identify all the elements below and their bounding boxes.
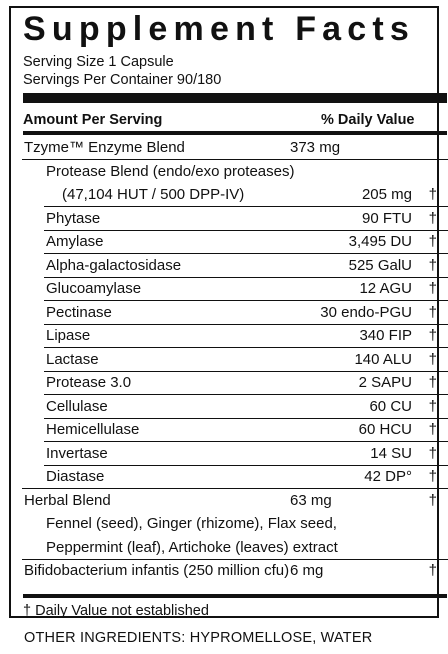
nutrient-amount: 90 FTU	[361, 209, 412, 227]
nutrient-name: Pectinase	[46, 303, 112, 321]
nutrient-name: Hemicellulase	[46, 421, 140, 438]
nutrient-amount: 525 GalU	[348, 256, 412, 274]
daily-value-dagger: †	[428, 209, 437, 227]
daily-value-dagger: †	[428, 233, 437, 250]
nutrient-name: Diastase	[46, 468, 105, 485]
daily-value-dagger: †	[428, 421, 437, 438]
other-ingredients: OTHER INGREDIENTS: HYPROMELLOSE, WATER	[24, 630, 373, 646]
daily-value-dagger: †	[428, 350, 437, 368]
nutrient-amount: 3,495 DU	[348, 233, 412, 250]
nutrient-amount: 2 SAPU	[358, 374, 412, 391]
nutrient-row	[22, 324, 448, 348]
daily-value-dagger: †	[428, 444, 437, 462]
nutrient-row	[22, 183, 448, 207]
nutrient-amount: 14 SU	[370, 444, 412, 462]
nutrient-row	[22, 348, 448, 372]
nutrient-name: Herbal Blend	[24, 491, 111, 509]
daily-value-header: % Daily Value	[321, 112, 415, 128]
nutrient-amount: 12 AGU	[359, 280, 412, 297]
daily-value-dagger: †	[428, 374, 437, 391]
nutrient-amount: 63 mg	[290, 491, 332, 509]
nutrient-name: Cellulase	[46, 397, 108, 415]
nutrient-amount: 42 DP°	[364, 468, 412, 485]
nutrient-row	[22, 512, 448, 536]
nutrient-name: Protease Blend (endo/exo proteases)	[46, 162, 295, 180]
nutrient-row	[22, 418, 448, 442]
nutrient-row	[22, 465, 448, 489]
nutrient-name: Lipase	[46, 327, 91, 344]
nutrient-row	[22, 489, 448, 513]
nutrient-amount: 30 endo-PGU	[320, 303, 412, 321]
nutrient-amount: 140 ALU	[354, 350, 412, 368]
nutrient-row	[22, 559, 448, 583]
nutrient-row	[22, 230, 448, 254]
nutrient-name: Alpha-galactosidase	[46, 256, 182, 274]
nutrient-row	[22, 442, 448, 466]
nutrient-row	[22, 207, 448, 231]
thick-rule-bottom	[23, 594, 447, 598]
footnote: † Daily Value not established	[23, 603, 209, 619]
daily-value-dagger: †	[428, 491, 437, 509]
nutrient-name: Phytase	[46, 209, 101, 227]
nutrient-row	[22, 160, 448, 184]
daily-value-dagger: †	[428, 562, 437, 579]
nutrient-row	[22, 136, 448, 160]
nutrient-row	[22, 277, 448, 301]
daily-value-dagger: †	[428, 327, 437, 344]
nutrient-name: (47,104 HUT / 500 DPP-IV)	[62, 186, 245, 203]
nutrient-name: Glucoamylase	[46, 280, 142, 297]
nutrient-row	[22, 371, 448, 395]
nutrient-amount: 340 FIP	[359, 327, 412, 344]
nutrient-name: Peppermint (leaf), Artichoke (leaves) extract	[46, 538, 338, 556]
nutrient-row	[22, 536, 448, 560]
amount-per-serving-header: Amount Per Serving	[23, 112, 163, 128]
daily-value-dagger: †	[428, 256, 437, 274]
nutrient-amount: 60 HCU	[358, 421, 412, 438]
nutrient-row	[22, 301, 448, 325]
daily-value-dagger: †	[428, 397, 437, 415]
daily-value-dagger: †	[428, 303, 437, 321]
daily-value-dagger: †	[428, 280, 437, 297]
nutrient-name: Protease 3.0	[46, 374, 132, 391]
nutrient-name: Fennel (seed), Ginger (rhizome), Flax seed,	[46, 515, 337, 532]
thick-rule-top	[23, 93, 447, 103]
nutrient-amount: 6 mg	[290, 562, 324, 579]
serving-size: Serving Size 1 Capsule	[23, 54, 174, 70]
daily-value-dagger: †	[428, 186, 437, 203]
nutrient-name: Bifidobacterium infantis (250 million cfu)	[24, 562, 290, 579]
panel-title: Supplement Facts	[23, 10, 416, 48]
nutrient-amount: 373 mg	[290, 139, 341, 156]
nutrient-amount: 60 CU	[369, 397, 412, 415]
nutrient-name: Tzyme™ Enzyme Blend	[24, 139, 185, 156]
nutrient-name: Invertase	[46, 444, 108, 462]
nutrient-amount: 205 mg	[361, 186, 412, 203]
servings-per-container: Servings Per Container 90/180	[23, 72, 222, 88]
supplement-facts-panel	[9, 6, 439, 618]
daily-value-dagger: †	[428, 468, 437, 485]
nutrient-name: Amylase	[46, 233, 104, 250]
thick-rule-header	[23, 131, 447, 135]
nutrient-row	[22, 395, 448, 419]
nutrient-name: Lactase	[46, 350, 99, 368]
nutrient-row	[22, 254, 448, 278]
